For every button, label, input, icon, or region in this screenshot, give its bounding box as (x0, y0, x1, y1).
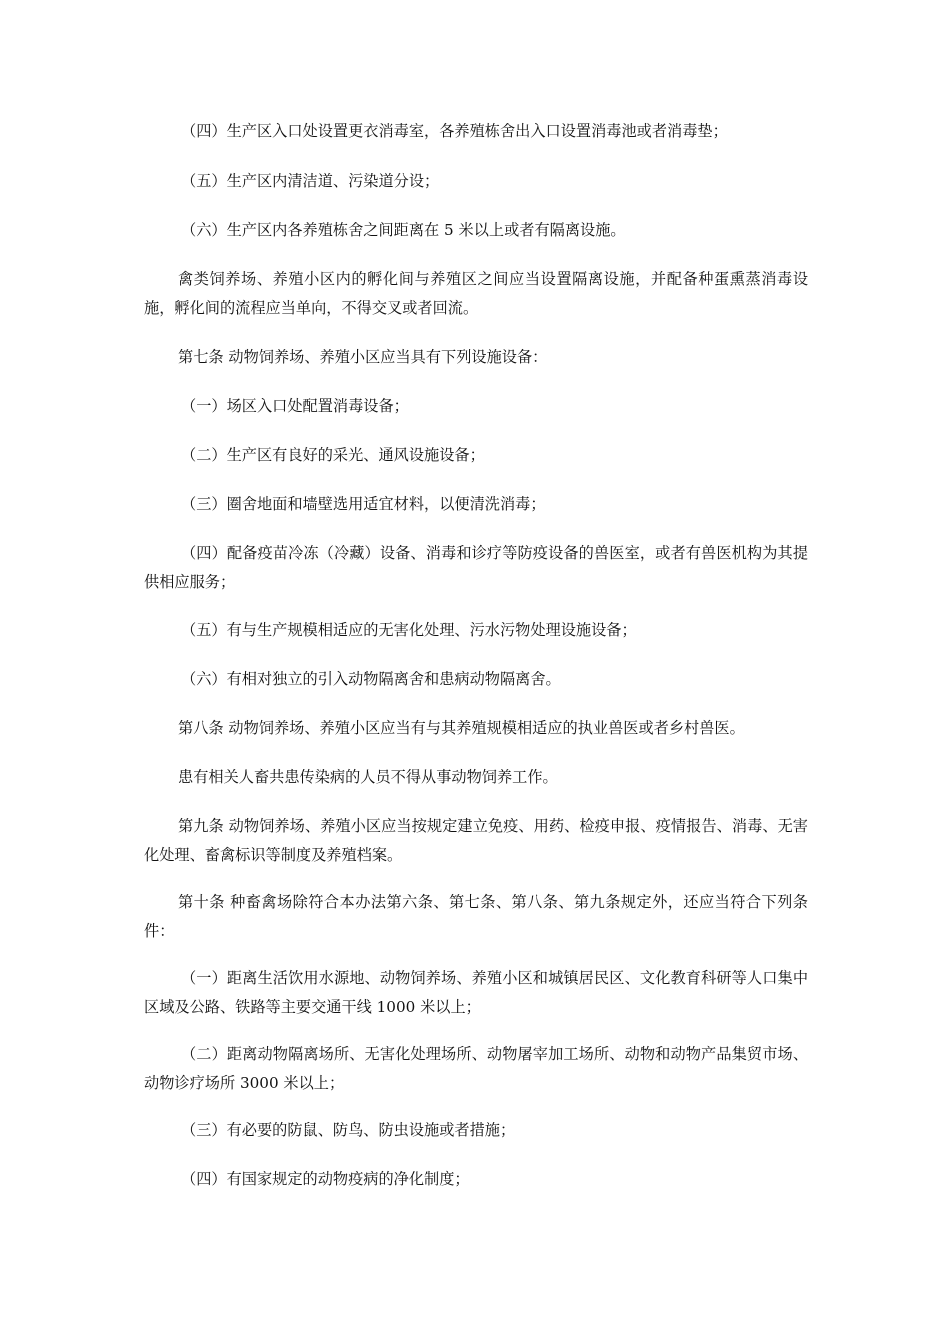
paragraph-18: （三）有必要的防鼠、防鸟、防虫设施或者措施； (181, 1121, 516, 1139)
paragraph-2: （五）生产区内清洁道、污染道分设； (181, 172, 440, 190)
paragraph-17: （二）距离动物隔离场所、无害化处理场所、动物屠宰加工场所、动物和动物产品集贸市场、动物诊疗场所 3000 米以上； (144, 1045, 808, 1092)
paragraph-16: （一）距离生活饮用水源地、动物饲养场、养殖小区和城镇居民区、文化教育科研等人口集中区域及公路、铁路等主要交通干线 1000 米以上； (144, 969, 808, 1016)
paragraph-10: （五）有与生产规模相适应的无害化处理、污水污物处理设施设备； (181, 621, 637, 639)
paragraph-19: （四）有国家规定的动物疫病的净化制度； (181, 1170, 470, 1188)
paragraph-1: （四）生产区入口处设置更衣消毒室，各养殖栋舍出入口设置消毒池或者消毒垫； (181, 122, 728, 140)
paragraph-7: （二）生产区有良好的采光、通风设施设备； (181, 446, 485, 464)
paragraph-9: （四）配备疫苗冷冻（冷藏）设备、消毒和诊疗等防疫设备的兽医室，或者有兽医机构为其提供相应服务； (144, 544, 808, 591)
paragraph-4: 禽类饲养场、养殖小区内的孵化间与养殖区之间应当设置隔离设施，并配备种蛋熏蒸消毒设施，孵化间的流程应当单向，不得交叉或者回流。 (144, 270, 808, 317)
paragraph-3: （六）生产区内各养殖栋舍之间距离在 5 米以上或者有隔离设施。 (181, 221, 626, 239)
paragraph-13: 患有相关人畜共患传染病的人员不得从事动物饲养工作。 (178, 768, 558, 786)
paragraph-6: （一）场区入口处配置消毒设备； (181, 397, 409, 415)
article-10-heading: 第十条 种畜禽场除符合本办法第六条、第七条、第八条、第九条规定外，还应当符合下列条件： (144, 893, 808, 940)
paragraph-8: （三）圈舍地面和墙壁选用适宜材料，以便清洗消毒； (181, 495, 546, 513)
article-7-heading: 第七条 动物饲养场、养殖小区应当具有下列设施设备： (178, 348, 548, 366)
paragraph-11: （六）有相对独立的引入动物隔离舍和患病动物隔离舍。 (181, 670, 561, 688)
article-9-heading: 第九条 动物饲养场、养殖小区应当按规定建立免疫、用药、检疫申报、疫情报告、消毒、无害化处理、畜禽标识等制度及养殖档案。 (144, 817, 808, 864)
article-8-heading: 第八条 动物饲养场、养殖小区应当有与其养殖规模相适应的执业兽医或者乡村兽医。 (178, 719, 745, 737)
